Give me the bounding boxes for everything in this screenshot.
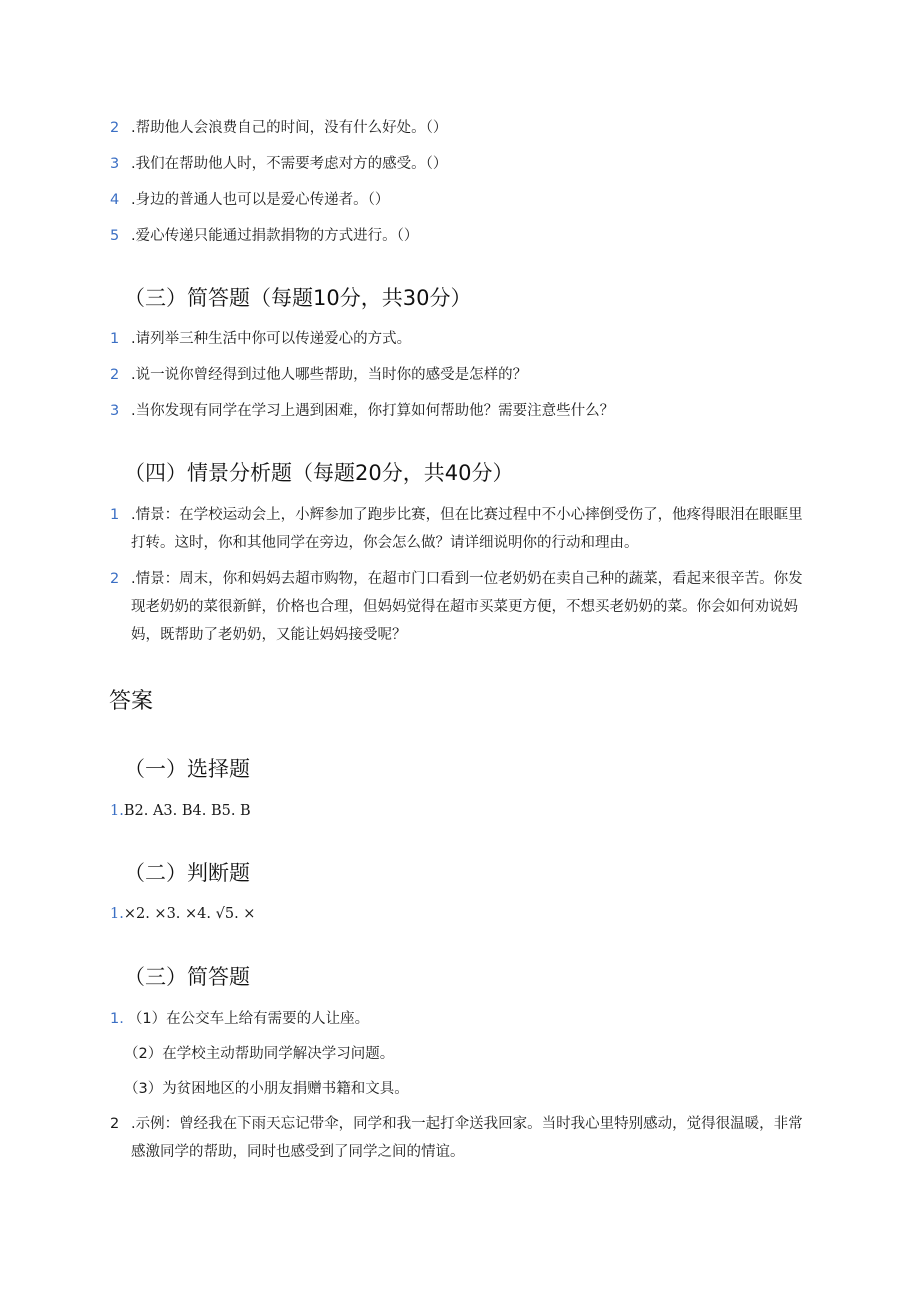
judgment-item bbox=[110, 191, 389, 209]
answer-text: .示例：曾经我在下雨天忘记带伞，同学和我一起打伞送我回家。当时我心里特别感动，觉得很温暖，非常感激同学的帮助，同时也感受到了同学之间的情谊。 bbox=[131, 1116, 803, 1160]
item-text: .爱心传递只能通过捐款捐物的方式进行。（） bbox=[131, 228, 419, 244]
item-number: 2 bbox=[110, 120, 120, 136]
answers-title: 答案 bbox=[109, 689, 154, 714]
answer-text: B2. A3. B4. B5. B bbox=[123, 803, 251, 819]
scenario-item bbox=[110, 501, 811, 557]
question-item bbox=[110, 402, 614, 420]
item-text: .请列举三种生活中你可以传递爱心的方式。 bbox=[131, 331, 412, 347]
item-text: .情景：周末，你和妈妈去超市购物，在超市门口看到一位老奶奶在卖自己种的蔬菜，看起来很辛苦。你发现老奶奶的菜很新鲜，价格也合理，但妈妈觉得在超市买菜更方便，不想买老奶奶的菜。你会如何劝说妈妈，既帮助了老奶奶，又能让妈妈接受呢？ bbox=[131, 571, 803, 643]
section-heading: （三）简答题（每题10分，共30分） bbox=[124, 286, 472, 310]
item-number: 2 bbox=[110, 367, 120, 383]
section-heading: （四）情景分析题（每题20分，共40分） bbox=[124, 461, 514, 485]
answer-number: 2 bbox=[110, 1116, 120, 1132]
judgment-item bbox=[110, 227, 418, 245]
question-item bbox=[110, 330, 411, 348]
item-text: .我们在帮助他人时，不需要考虑对方的感受。（） bbox=[131, 156, 448, 172]
answer-number: 1. bbox=[110, 803, 124, 819]
question-item bbox=[110, 366, 527, 384]
item-number: 2 bbox=[110, 571, 120, 587]
item-text: .帮助他人会浪费自己的时间，没有什么好处。（） bbox=[131, 120, 448, 136]
answers-part-heading: （三）简答题 bbox=[124, 965, 250, 989]
scenario-item bbox=[110, 565, 811, 649]
item-text: .当你发现有同学在学习上遇到困难，你打算如何帮助他？需要注意些什么？ bbox=[131, 403, 615, 419]
answer-number: 1. bbox=[110, 1011, 124, 1027]
item-text: .身边的普通人也可以是爱心传递者。（） bbox=[131, 192, 390, 208]
answer-line: （2）在学校主动帮助同学解决学习问题。 bbox=[124, 1046, 395, 1062]
item-number: 3 bbox=[110, 156, 120, 172]
item-number: 1 bbox=[110, 331, 120, 347]
answer-line bbox=[110, 905, 255, 923]
item-text: .说一说你曾经得到过他人哪些帮助，当时你的感受是怎样的？ bbox=[131, 367, 528, 383]
answer-text: ×2. ×3. ×4. √5. × bbox=[123, 906, 256, 922]
item-number: 5 bbox=[110, 228, 120, 244]
answer-line bbox=[110, 1010, 369, 1028]
answers-part-heading: （一）选择题 bbox=[124, 757, 250, 781]
answer-paragraph bbox=[110, 1110, 811, 1166]
item-text: .情景：在学校运动会上，小辉参加了跑步比赛，但在比赛过程中不小心摔倒受伤了，他疼得眼泪在眼眶里打转。这时，你和其他同学在旁边，你会怎么做？请详细说明你的行动和理由。 bbox=[131, 507, 803, 551]
judgment-item bbox=[110, 155, 447, 173]
answer-line: （3）为贫困地区的小朋友捐赠书籍和文具。 bbox=[124, 1081, 409, 1097]
item-number: 3 bbox=[110, 403, 120, 419]
answers-part-heading: （二）判断题 bbox=[124, 861, 250, 885]
answer-number: 1. bbox=[110, 906, 124, 922]
item-number: 1 bbox=[110, 507, 120, 523]
answer-text: （1）在公交车上给有需要的人让座。 bbox=[127, 1011, 370, 1027]
judgment-item bbox=[110, 119, 447, 137]
item-number: 4 bbox=[110, 192, 120, 208]
answer-line bbox=[110, 802, 251, 820]
